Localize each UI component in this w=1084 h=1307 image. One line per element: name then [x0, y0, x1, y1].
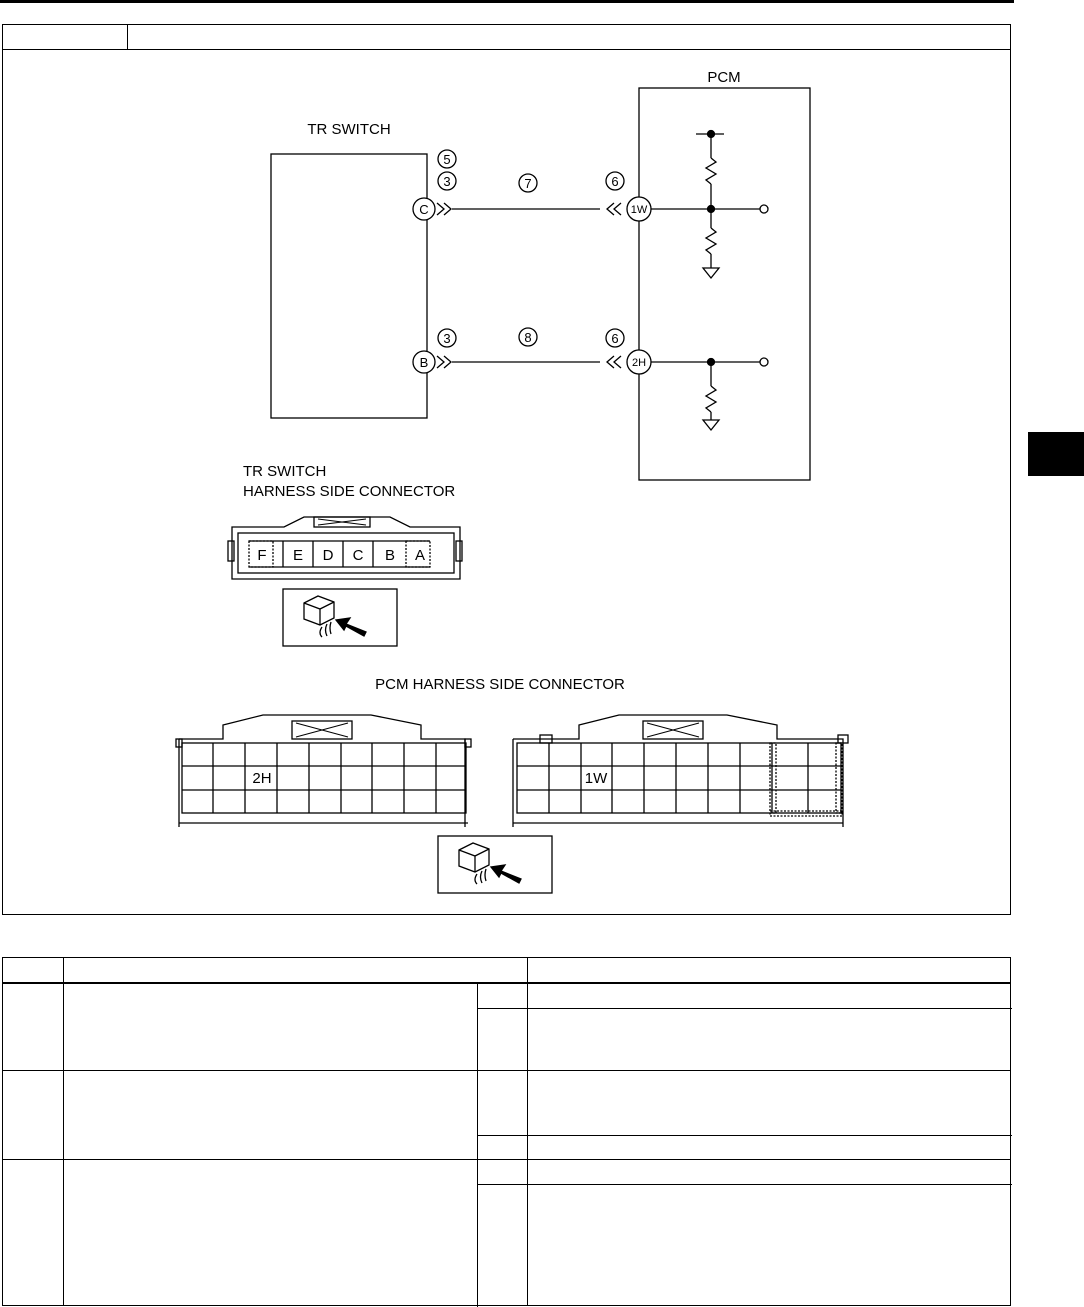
svg-text:6: 6: [611, 331, 619, 346]
wire-b-2h: [413, 350, 651, 374]
tr-pin-c: C: [352, 547, 364, 564]
svg-text:3: 3: [443, 331, 451, 346]
svg-text:5: 5: [443, 152, 451, 167]
terminal-2h: 2H: [631, 357, 647, 369]
row1-split: [477, 1008, 1012, 1009]
tr-connector-title-line1: TR SWITCH: [243, 463, 327, 480]
row2-bottom: [3, 1159, 1010, 1160]
connector-view-icon-pcm: [438, 836, 552, 893]
tr-connector-title-line2: HARNESS SIDE CONNECTOR: [243, 483, 456, 500]
tr-pin-a: A: [414, 547, 426, 564]
tr-pin-b: B: [384, 547, 396, 564]
pcm-label: PCM: [707, 69, 741, 86]
terminal-1w: 1W: [630, 204, 648, 216]
tr-pin-e: E: [292, 547, 304, 564]
svg-text:6: 6: [611, 174, 619, 189]
tr-pin-f: F: [257, 547, 267, 564]
pcm-circuit-1w: [651, 131, 768, 279]
tr-switch-box: [271, 154, 427, 418]
pcm-left-2h-label: 2H: [252, 770, 272, 787]
terminal-c: C: [419, 202, 429, 217]
callout-3-bottom: [438, 329, 456, 347]
connector-view-icon-tr: [283, 589, 397, 646]
svg-text:7: 7: [524, 176, 532, 191]
pcm-circuit-2h: [651, 358, 768, 430]
callout-5: [438, 150, 456, 168]
table-col-action-divider: [527, 958, 528, 1305]
table-col-step-divider: [63, 958, 64, 1305]
callout-6-bottom: [606, 329, 624, 347]
callout-8: [519, 328, 537, 346]
tr-switch-label: TR SWITCH: [307, 121, 391, 138]
table-header-rule: [3, 982, 1010, 984]
tr-pin-d: D: [322, 547, 334, 564]
svg-text:8: 8: [524, 330, 532, 345]
pcm-connector-right: [513, 715, 848, 827]
callout-7: [519, 174, 537, 192]
svg-text:3: 3: [443, 174, 451, 189]
wire-c-1w: [413, 197, 651, 221]
diagnostic-steps-table: [2, 957, 1011, 1306]
callout-3-top: [438, 172, 456, 190]
pcm-right-1w-label: 1W: [584, 770, 608, 787]
pcm-connector-left: [176, 715, 471, 827]
pcm-connector-title: PCM HARNESS SIDE CONNECTOR: [375, 676, 625, 693]
callout-6-top: [606, 172, 624, 190]
pcm-box: [639, 88, 810, 480]
row2-split: [477, 1135, 1012, 1136]
row3-split: [477, 1184, 1012, 1185]
row1-bottom: [3, 1070, 1010, 1071]
terminal-b: B: [419, 355, 429, 370]
table-col-yesno-divider: [477, 984, 478, 1307]
